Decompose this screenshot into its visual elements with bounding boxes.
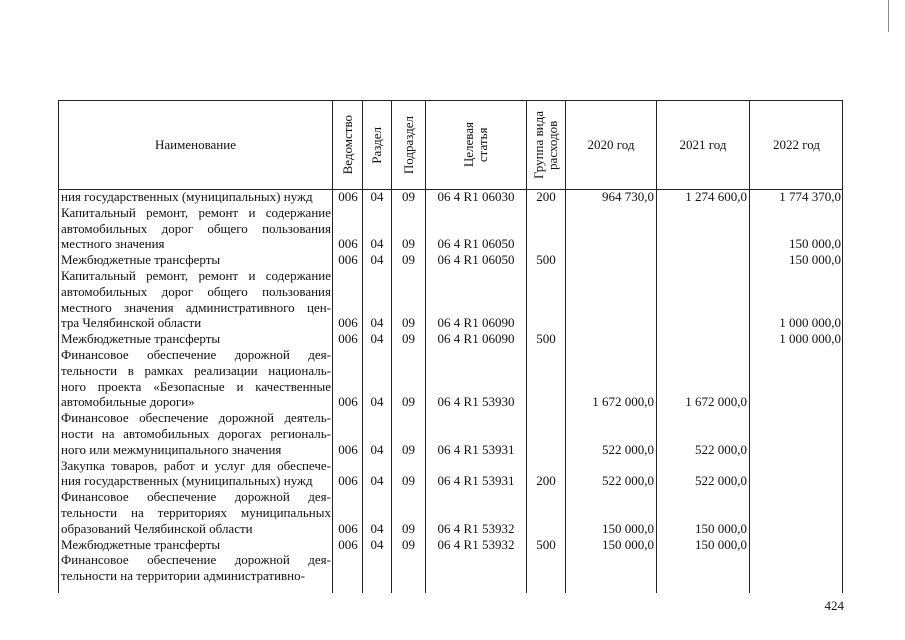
header-name-label: Наименование: [155, 137, 236, 152]
podrazdel-cell: 09: [402, 520, 415, 536]
header-name: [59, 101, 332, 189]
name-line: ного проекта «Безопасные и качественные: [61, 378, 331, 394]
scan-edge-mark: [888, 0, 889, 32]
header-celevaya-label: Целевая статья: [461, 122, 490, 168]
name-line: Капитальный ремонт, ремонт и содержание: [61, 204, 331, 220]
podrazdel-cell: 09: [402, 189, 415, 204]
header-vedomstvo-label: Ведомство: [339, 115, 355, 175]
page-number: 424: [824, 598, 844, 613]
razdel-cell: 04: [370, 189, 384, 204]
razdel-cell: 04: [370, 252, 384, 268]
amount-2021-cell: 1 672 000,0: [685, 394, 747, 410]
header-2021-label: 2021 год: [679, 137, 727, 152]
name-line: Финансовое обеспечение дорожной деятель-: [61, 410, 331, 426]
name-line: местного значения: [61, 236, 165, 252]
header-celevaya: [426, 101, 526, 189]
celevaya-cell: 06 4 R1 53932: [437, 520, 515, 536]
vedomstvo-cell: 006: [338, 189, 358, 204]
celevaya-cell: 06 4 R1 53931: [437, 473, 515, 489]
name-line: ния государственных (муниципальных) нужд: [61, 473, 313, 489]
name-line: Капитальный ремонт, ремонт и содержание: [61, 268, 331, 283]
celevaya-cell: 06 4 R1 53931: [437, 441, 515, 457]
razdel-cell: 04: [370, 520, 384, 536]
amount-2022-cell: 1 000 000,0: [779, 315, 841, 331]
amount-2020-cell: 522 000,0: [602, 473, 654, 489]
name-line: тельности на территориях муниципальных: [61, 505, 331, 520]
vedomstvo-cell: 006: [338, 536, 358, 552]
celevaya-cell: 06 4 R1 06050: [437, 252, 515, 268]
podrazdel-cell: 09: [402, 536, 415, 552]
celevaya-cell: 06 4 R1 06030: [437, 189, 515, 204]
amount-2022-cell: 1 000 000,0: [779, 331, 841, 347]
celevaya-cell: 06 4 R1 06090: [437, 331, 515, 347]
celevaya-cell: 06 4 R1 53930: [437, 394, 515, 410]
header-razdel: [363, 101, 391, 189]
vedomstvo-cell: 006: [338, 520, 358, 536]
vedomstvo-cell: 006: [338, 331, 358, 347]
name-line: автомобильных дорог общего пользования: [61, 220, 331, 236]
header-gruppa-label: Группа вида расходов: [531, 111, 560, 179]
amount-2022-cell: 150 000,0: [789, 252, 841, 268]
name-line: ния государственных (муниципальных) нужд: [61, 189, 313, 204]
podrazdel-cell: 09: [402, 252, 415, 268]
header-podrazdel: [392, 101, 425, 189]
name-line: Межбюджетные трансферты: [61, 331, 221, 347]
razdel-cell: 04: [370, 536, 384, 552]
podrazdel-cell: 09: [402, 236, 415, 252]
gruppa-cell: 200: [536, 189, 556, 204]
name-line: Финансовое обеспечение дорожной дея-: [61, 552, 331, 568]
vedomstvo-cell: 006: [338, 394, 358, 410]
amount-2022-cell: 1 774 370,0: [779, 189, 841, 204]
amount-2021-cell: 150 000,0: [695, 520, 747, 536]
name-line: Межбюджетные трансферты: [61, 536, 221, 552]
amount-2020-cell: 1 672 000,0: [592, 394, 654, 410]
amount-2020-cell: 150 000,0: [602, 520, 654, 536]
celevaya-cell: 06 4 R1 06050: [437, 236, 515, 252]
razdel-cell: 04: [370, 315, 384, 331]
vedomstvo-cell: 006: [338, 441, 358, 457]
name-line: тра Челябинской области: [61, 315, 202, 331]
celevaya-cell: 06 4 R1 53932: [437, 536, 515, 552]
name-line: образований Челябинской области: [61, 520, 253, 536]
gruppa-cell: 500: [536, 252, 556, 268]
razdel-cell: 04: [370, 473, 384, 489]
podrazdel-cell: 09: [402, 315, 415, 331]
name-line: Закупка товаров, работ и услуг для обеспече-: [61, 457, 331, 473]
razdel-cell: 04: [370, 236, 384, 252]
vedomstvo-cell: 006: [338, 315, 358, 331]
name-line: местного значения административного цен-: [61, 299, 331, 315]
razdel-cell: 04: [370, 331, 384, 347]
header-2020-label: 2020 год: [587, 137, 635, 152]
podrazdel-cell: 09: [402, 473, 415, 489]
podrazdel-cell: 09: [402, 441, 415, 457]
celevaya-cell: 06 4 R1 06090: [437, 315, 515, 331]
name-line: тельности в рамках реализации националь-: [61, 362, 331, 378]
vedomstvo-cell: 006: [338, 236, 358, 252]
amount-2021-cell: 522 000,0: [695, 473, 747, 489]
name-line: ности на автомобильных дорогах региональ-: [61, 426, 331, 441]
amount-2022-cell: 150 000,0: [789, 236, 841, 252]
amount-2021-cell: 522 000,0: [695, 441, 747, 457]
amount-2020-cell: 150 000,0: [602, 536, 654, 552]
podrazdel-cell: 09: [402, 394, 415, 410]
razdel-cell: 04: [370, 394, 384, 410]
header-2022: [750, 101, 843, 189]
header-vedomstvo: [333, 101, 362, 189]
razdel-cell: 04: [370, 441, 384, 457]
vedomstvo-cell: 006: [338, 473, 358, 489]
name-line: Финансовое обеспечение дорожной дея-: [61, 347, 331, 362]
gruppa-cell: 500: [536, 331, 556, 347]
header-2020: [566, 101, 656, 189]
name-line: автомобильные дороги»: [61, 394, 195, 410]
header-razdel-label: Раздел: [369, 126, 384, 164]
name-line: Межбюджетные трансферты: [61, 252, 221, 268]
amount-2020-cell: 964 730,0: [602, 189, 654, 204]
header-2022-label: 2022 год: [773, 137, 820, 152]
header-gruppa: [527, 101, 565, 189]
budget-table: [58, 100, 843, 593]
gruppa-cell: 200: [536, 473, 556, 489]
header-2021: [657, 101, 749, 189]
name-line: тельности на территории административно-: [61, 568, 305, 584]
name-line: Финансовое обеспечение дорожной дея-: [61, 489, 331, 505]
podrazdel-cell: 09: [402, 331, 415, 347]
vedomstvo-cell: 006: [338, 252, 358, 268]
amount-2020-cell: 522 000,0: [602, 441, 654, 457]
name-line: ного или межмуниципального значения: [61, 441, 282, 457]
amount-2021-cell: 150 000,0: [695, 536, 747, 552]
header-podrazdel-label: Подраздел: [400, 115, 416, 175]
amount-2021-cell: 1 274 600,0: [685, 189, 747, 204]
name-line: автомобильных дорог общего пользования: [61, 283, 331, 299]
gruppa-cell: 500: [536, 536, 556, 552]
